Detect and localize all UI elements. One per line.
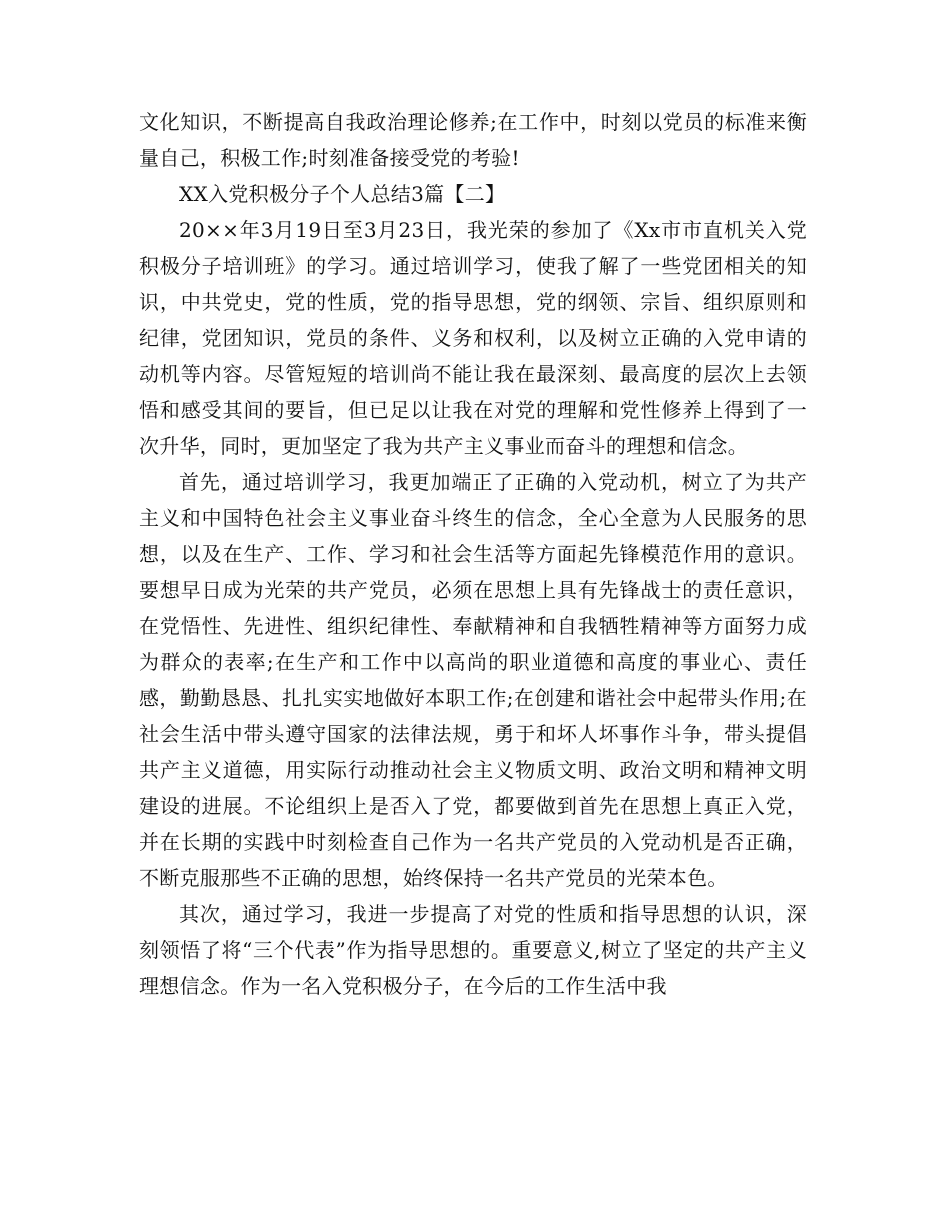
document-body <box>139 104 807 1004</box>
continuation-paragraph: 文化知识，不断提高自我政治理论修养;在工作中，时刻以党员的标准来衡量自己，积极工作;时刻准备接受党的考验! <box>139 110 807 170</box>
body-paragraph-1: 20××年3月19日至3月23日，我光荣的参加了《Xx市市直机关入党积极分子培训班》的学习。通过培训学习，使我了解了一些党团相关的知识，中共党史，党的性质，党的指导思想，党的纲领、宗旨、组织原则和纪律，党团知识，党员的条件、义务和权利，以及树立正确的入党申请的动机等内容。尽管短短的培训尚不能让我在最深刻、最高度的层次上去领悟和感受其间的要旨，但已足以让我在对党的理解和党性修养上得到了一次升华，同时，更加坚定了我为共产主义事业而奋斗的理想和信念。 <box>139 218 807 458</box>
body-paragraph-2: 首先，通过培训学习，我更加端正了正确的入党动机，树立了为共产主义和中国特色社会主义事业奋斗终生的信念，全心全意为人民服务的思想，以及在生产、工作、学习和社会生活等方面起先锋模范作用的意识。要想早日成为光荣的共产党员，必须在思想上具有先锋战士的责任意识，在党悟性、先进性、组织纪律性、奉献精神和自我牺牲精神等方面努力成为群众的表率;在生产和工作中以高尚的职业道德和高度的事业心、责任感，勤勤恳恳、扎扎实实地做好本职工作;在创建和谐社会中起带头作用;在社会生活中带头遵守国家的法律法规，勇于和坏人坏事作斗争，带头提倡共产主义道德，用实际行动推动社会主义物质文明、政治文明和精神文明建设的进展。不论组织上是否入了党，都要做到首先在思想上真正入党，并在长期的实践中时刻检查自己作为一名共产党员的入党动机是否正确，不断克服那些不正确的思想，始终保持一名共产党员的光荣本色。 <box>139 470 807 890</box>
body-paragraph-3: 其次，通过学习，我进一步提高了对党的性质和指导思想的认识，深刻领悟了将“三个代表”作为指导思想的。重要意义,树立了坚定的共产主义理想信念。作为一名入党积极分子，在今后的工作生活中我 <box>139 902 807 998</box>
section-heading: XX入党积极分子个人总结3篇【二】 <box>179 182 506 206</box>
